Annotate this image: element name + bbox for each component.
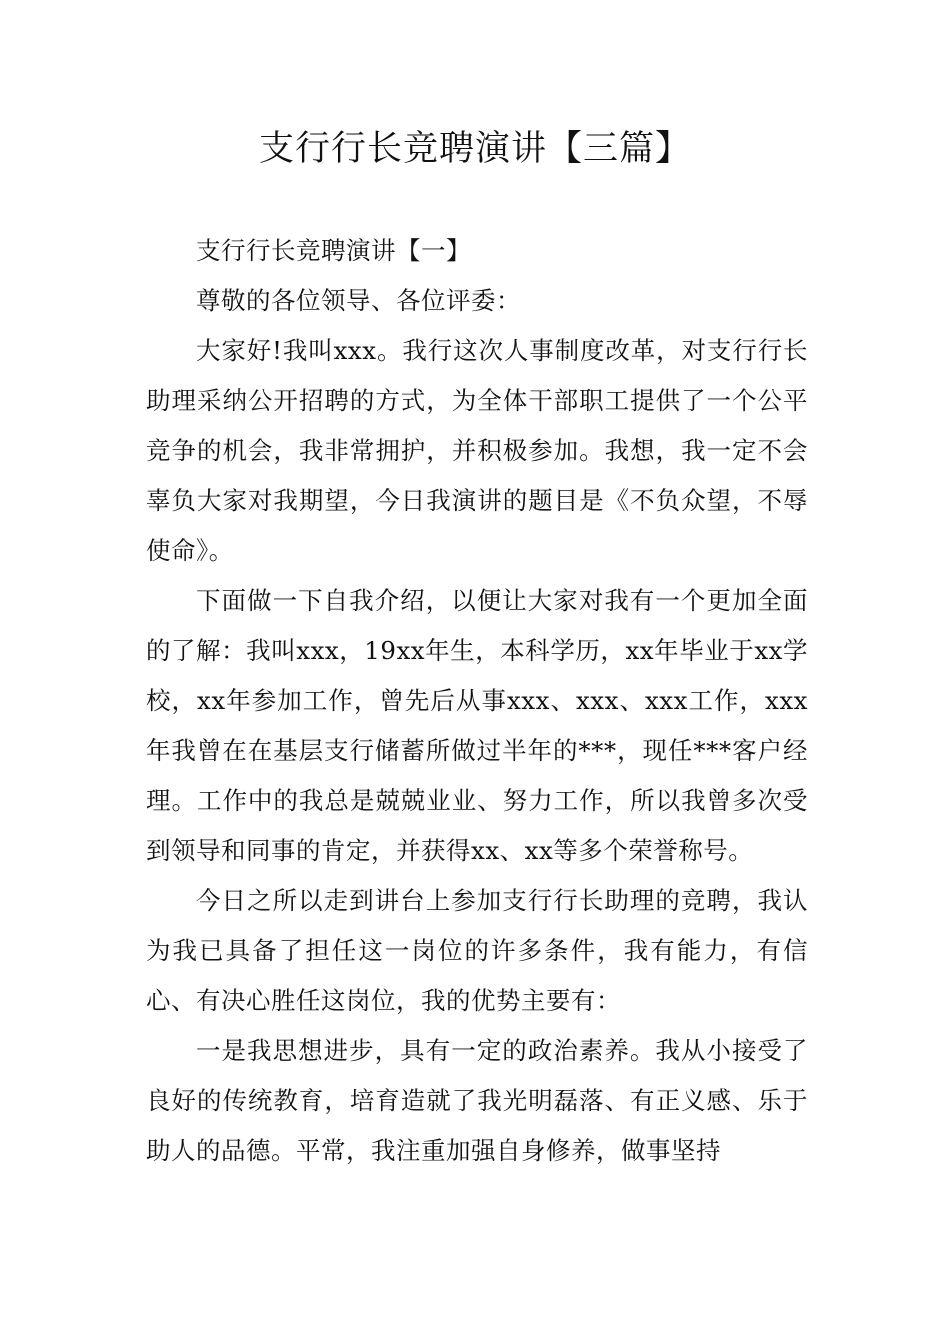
document-body xyxy=(146,226,808,1176)
body-paragraph: 下面做一下自我介绍，以便让大家对我有一个更加全面的了解：我叫xxx，19xx年生，本科学历，xx年毕业于xx学校，xx年参加工作，曾先后从事xxx、xxx、xxx工作，xxx年我曾在在基层支行储蓄所做过半年的***，现任***客户经理。工作中的我总是兢兢业业、努力工作，所以我曾多次受到领导和同事的肯定，并获得xx、xx等多个荣誉称号。 xyxy=(146,586,808,865)
salutation-paragraph: 尊敬的各位领导、各位评委： xyxy=(196,286,521,315)
body-paragraph: 今日之所以走到讲台上参加支行行长助理的竞聘，我认为我已具备了担任这一岗位的许多条件，我有能力，有信心、有决心胜任这岗位，我的优势主要有： xyxy=(146,886,808,1015)
body-paragraph: 大家好!我叫xxx。我行这次人事制度改革，对支行行长助理采纳公开招聘的方式，为全体干部职工提供了一个公平竞争的机会，我非常拥护，并积极参加。我想，我一定不会辜负大家对我期望，今日我演讲的题目是《不负众望，不辱使命》。 xyxy=(146,336,808,565)
document-title: 支行行长竞聘演讲【三篇】 xyxy=(258,129,691,169)
body-paragraph: 一是我思想进步，具有一定的政治素养。我从小接受了良好的传统教育，培育造就了我光明磊落、有正义感、乐于助人的品德。平常，我注重加强自身修养，做事坚持 xyxy=(146,1036,808,1165)
section-heading: 支行行长竞聘演讲【一】 xyxy=(196,236,471,265)
